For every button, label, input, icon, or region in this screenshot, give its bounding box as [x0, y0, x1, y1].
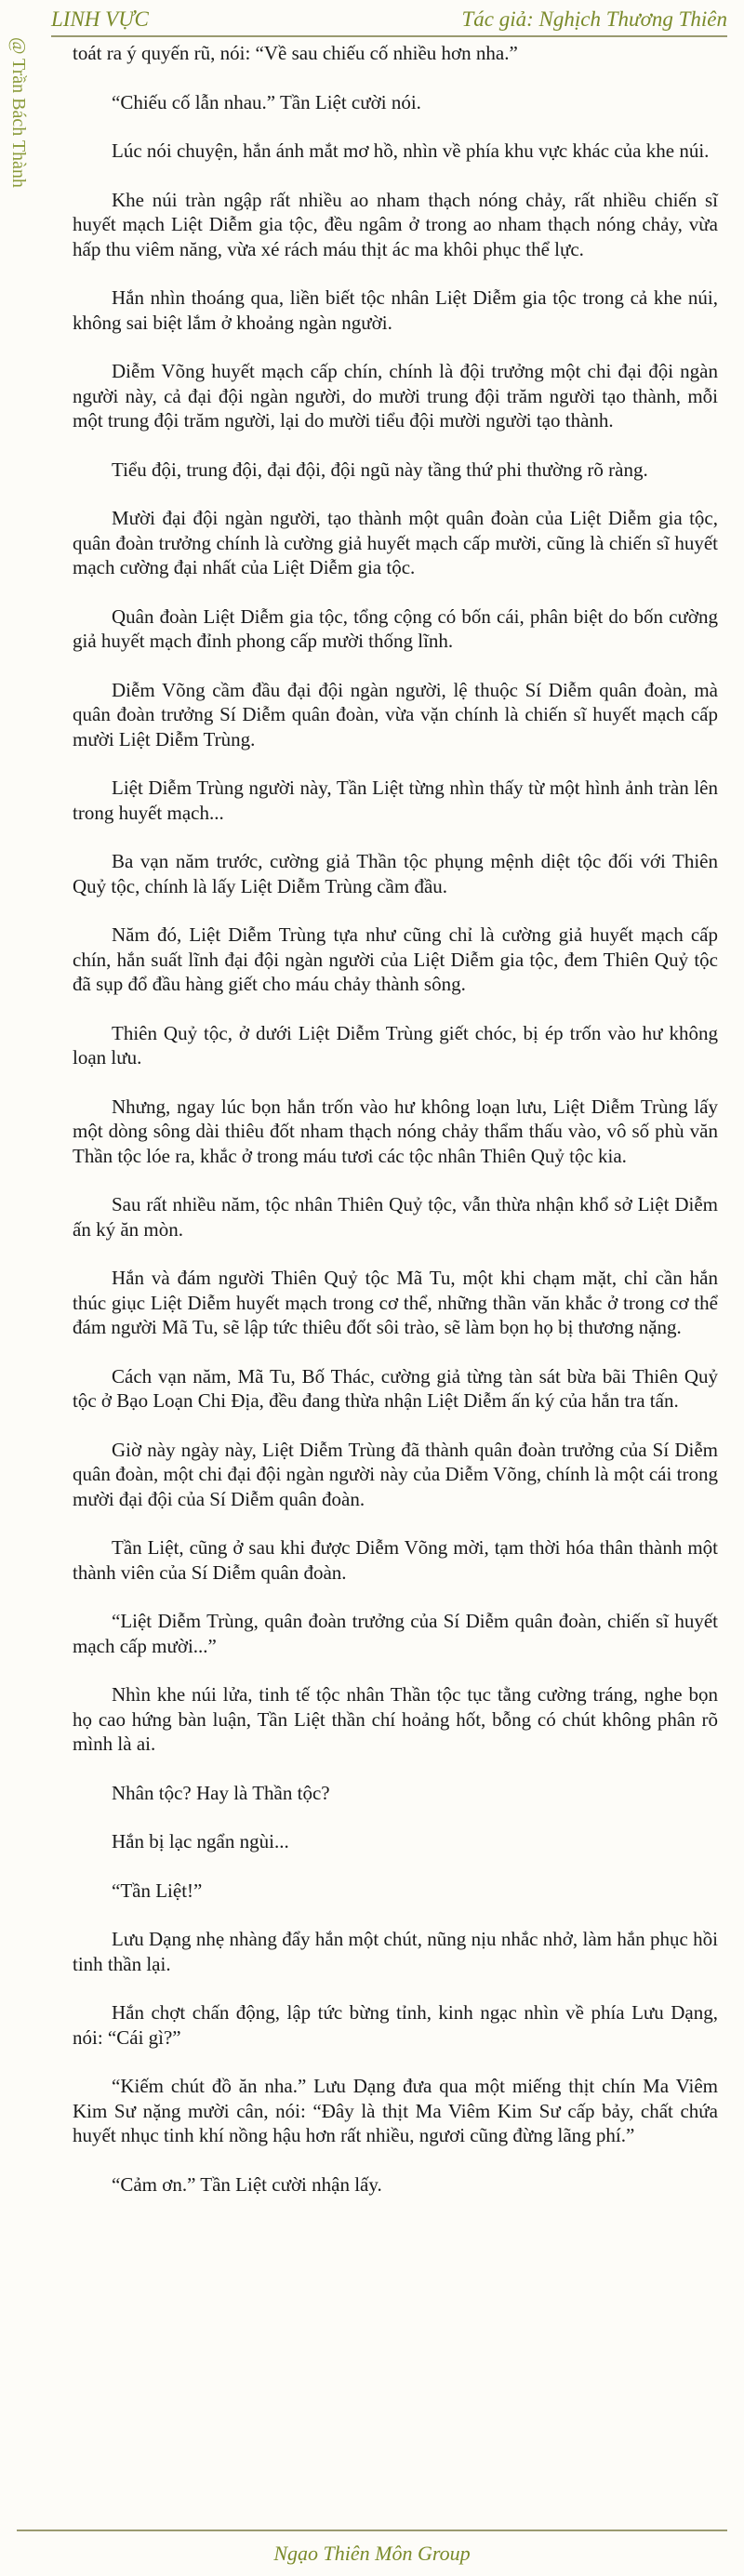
- chapter-text: [73, 41, 718, 2221]
- paragraph: Lúc nói chuyện, hắn ánh mắt mơ hồ, nhìn về phía khu vực khác của khe núi.: [112, 139, 710, 162]
- paragraph: “Kiếm chút đồ ăn nha.” Lưu Dạng đưa qua một miếng thịt chín Ma Viêm Kim Sư nặng mười cân, nói: “Đây là thịt Ma Viêm Kim Sư cấp bảy, chất chứa huyết nhục tinh khí nồng hậu hơn rất nhiều, ngươi cũng đừng lãng phí.”: [73, 2075, 718, 2146]
- paragraph: Ba vạn năm trước, cường giả Thần tộc phụng mệnh diệt tộc đối với Thiên Quỷ tộc, chính là lấy Liệt Diễm Trùng cầm đầu.: [73, 850, 718, 897]
- translator-credit: @ Trần Bách Thành: [8, 37, 29, 188]
- translator-sidebar: [0, 37, 37, 270]
- book-title: LINH VỰC: [51, 7, 149, 31]
- paragraph: Khe núi tràn ngập rất nhiều ao nham thạch nóng chảy, rất nhiều chiến sĩ huyết mạch Liệt Diễm gia tộc, đều ngâm ở trong ao nham thạch nóng chảy, vừa hấp thu viêm năng, vừa xé rách máu thịt ác ma khôi phục thể lực.: [73, 188, 718, 260]
- paragraph: Giờ này ngày này, Liệt Diễm Trùng đã thành quân đoàn trưởng của Sí Diễm quân đoàn, một chi đại đội ngàn người này của Diễm Võng, chính là một cái trong mười đại đội của Sí Diễm quân đoàn.: [73, 1438, 718, 1510]
- paragraph: Hắn nhìn thoáng qua, liền biết tộc nhân Liệt Diễm gia tộc trong cả khe núi, không sai biệt lắm ở khoảng ngàn người.: [73, 286, 718, 334]
- paragraph: Nhưng, ngay lúc bọn hắn trốn vào hư không loạn lưu, Liệt Diễm Trùng lấy một dòng sông dài thiêu đốt nham thạch nóng chảy thẩm thấu vào, vô số phù văn Thần tộc lóe ra, khắc ở trong máu tươi các tộc nhân Thiên Quỷ tộc kia.: [73, 1095, 718, 1167]
- paragraph: Năm đó, Liệt Diễm Trùng tựa như cũng chỉ là cường giả huyết mạch cấp chín, hắn suất lĩnh đại đội ngàn người của Liệt Diễm gia tộc, đem Thiên Quỷ tộc đã sụp đổ đầu hàng giết cho máu chảy thành sông.: [73, 923, 718, 995]
- page-header: [51, 0, 727, 37]
- page-footer: [17, 2530, 727, 2576]
- group-credit: Ngạo Thiên Môn Group: [273, 2542, 471, 2565]
- paragraph: Mười đại đội ngàn người, tạo thành một quân đoàn của Liệt Diễm gia tộc, quân đoàn trưởng chính là cường giả huyết mạch cấp mười, cũng là chiến sĩ huyết mạch cường đại nhất của Liệt Diễm gia tộc.: [73, 507, 718, 578]
- paragraph: Lưu Dạng nhẹ nhàng đẩy hắn một chút, nũng nịu nhắc nhở, làm hắn phục hồi tinh thần lại.: [73, 1928, 718, 1975]
- paragraph: Hắn chợt chấn động, lập tức bừng tỉnh, kinh ngạc nhìn về phía Lưu Dạng, nói: “Cái gì?”: [73, 2001, 718, 2049]
- paragraph: “Cảm ơn.” Tần Liệt cười nhận lấy.: [112, 2172, 382, 2196]
- paragraph: “Tần Liệt!”: [112, 1879, 203, 1902]
- author-credit: Tác giả: Nghịch Thương Thiên: [461, 7, 727, 31]
- paragraph: toát ra ý quyến rũ, nói: “Về sau chiếu cố nhiều hơn nha.”: [73, 42, 518, 64]
- paragraph: Thiên Quỷ tộc, ở dưới Liệt Diễm Trùng giết chóc, bị ép trốn vào hư không loạn lưu.: [73, 1021, 718, 1069]
- paragraph: Tiểu đội, trung đội, đại đội, đội ngũ này tầng thứ phi thường rõ ràng.: [112, 458, 648, 481]
- paragraph: Nhìn khe núi lửa, tinh tế tộc nhân Thần tộc tục tằng cường tráng, nghe bọn họ cao hứng bàn luận, Tần Liệt thần chí hoảng hốt, bỗng có chút không phân rõ mình là ai.: [73, 1683, 718, 1755]
- paragraph: “Liệt Diễm Trùng, quân đoàn trưởng của Sí Diễm quân đoàn, chiến sĩ huyết mạch cấp mười...”: [73, 1610, 718, 1657]
- paragraph: Diễm Võng cầm đầu đại đội ngàn người, lệ thuộc Sí Diễm quân đoàn, mà quân đoàn trưởng Sí Diễm quân đoàn, vừa vặn chính là chiến sĩ huyết mạch cấp mười Liệt Diễm Trùng.: [73, 678, 718, 750]
- paragraph: Liệt Diễm Trùng người này, Tần Liệt từng nhìn thấy từ một hình ảnh tràn lên trong huyết mạch...: [73, 777, 718, 824]
- paragraph: Quân đoàn Liệt Diễm gia tộc, tổng cộng có bốn cái, phân biệt do bốn cường giả huyết mạch đỉnh phong cấp mười thống lĩnh.: [73, 604, 718, 652]
- paragraph: Hắn bị lạc ngẩn ngùi...: [112, 1830, 289, 1852]
- paragraph: Tần Liệt, cũng ở sau khi được Diễm Võng mời, tạm thời hóa thân thành một thành viên của Sí Diễm quân đoàn.: [73, 1536, 718, 1584]
- paragraph: Nhân tộc? Hay là Thần tộc?: [112, 1781, 330, 1804]
- paragraph: Cách vạn năm, Mã Tu, Bố Thác, cường giả từng tàn sát bừa bãi Thiên Quỷ tộc ở Bạo Loạn Chi Địa, đều đang thừa nhận Liệt Diễm ấn ký của hắn tra tấn.: [73, 1364, 718, 1412]
- paragraph: Hắn và đám người Thiên Quỷ tộc Mã Tu, một khi chạm mặt, chỉ cần hắn thúc giục Liệt Diễm huyết mạch trong cơ thể, những thần văn khắc ở trong cơ thể đám người Mã Tu, sẽ lập tức thiêu đốt sôi trào, sẽ làm bọn họ bị thương nặng.: [73, 1267, 718, 1338]
- paragraph: Diễm Võng huyết mạch cấp chín, chính là đội trưởng một chi đại đội ngàn người này, cả đại đội ngàn người, do mười trung đội trăm người tạo thành, mỗi một trung đội trăm người, lại do mười tiểu đội mười người tạo thành.: [73, 360, 718, 432]
- paragraph: Sau rất nhiều năm, tộc nhân Thiên Quỷ tộc, vẫn thừa nhận khổ sở Liệt Diễm ấn ký ăn mòn.: [73, 1193, 718, 1241]
- paragraph: “Chiếu cố lẫn nhau.” Tần Liệt cười nói.: [112, 90, 421, 113]
